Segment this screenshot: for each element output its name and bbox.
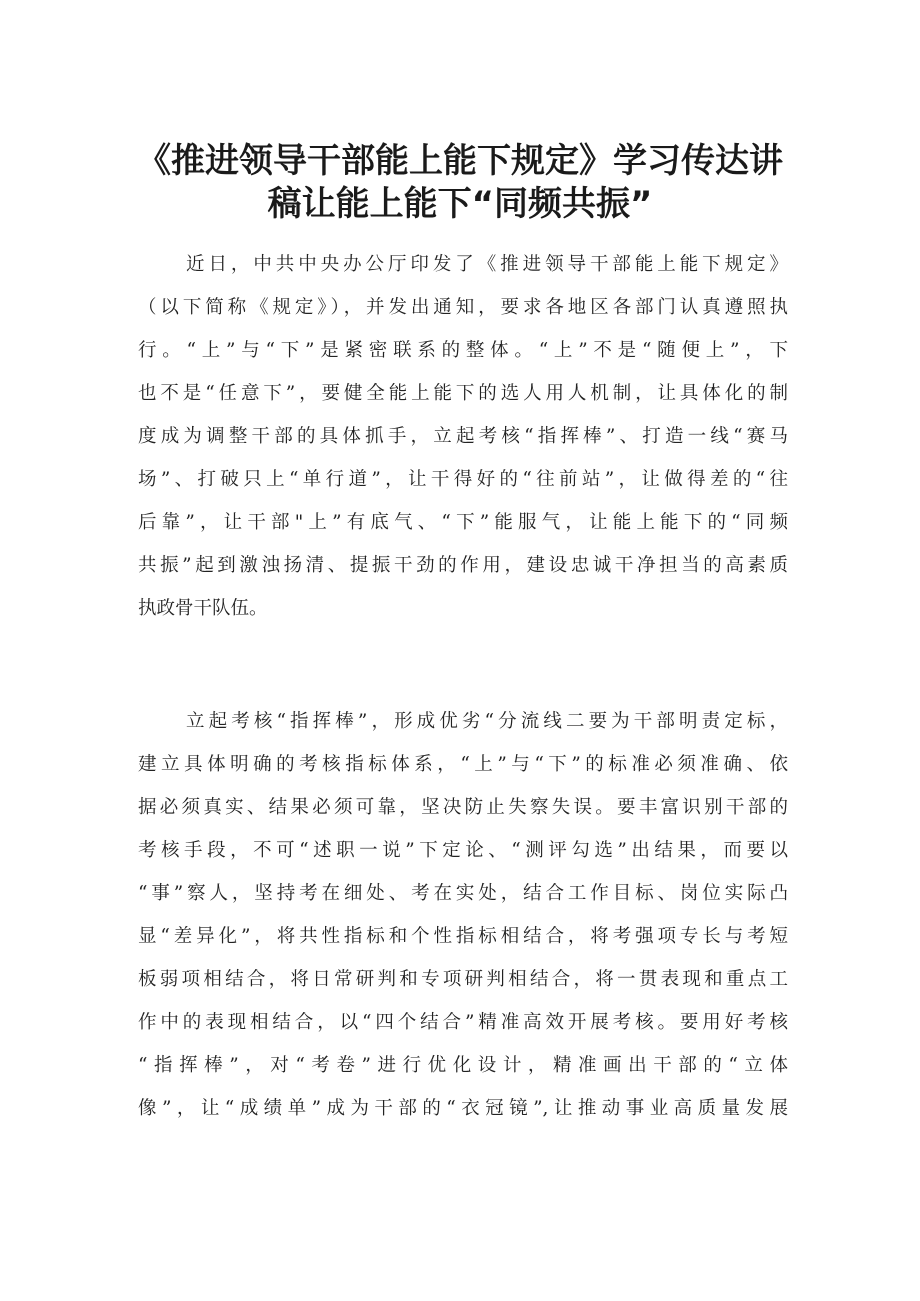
title-line: 稿让能上能下“同频共振”	[267, 184, 653, 224]
text-line: 行。“上”与“下”是紧密联系的整体。“上”不是“随便上”，下	[138, 340, 788, 361]
paragraph-2	[138, 700, 788, 1130]
text-line: 也不是“任意下”，要健全能上能下的选人用人机制，让具体化的制	[138, 383, 788, 404]
text-line: “事”察人，坚持考在细处、考在实处，结合工作目标、岗位实际凸	[138, 883, 788, 904]
text-line: 立起考核“指挥棒”，形成优劣“分流线二要为干部明责定标，	[186, 711, 788, 732]
document-title	[100, 140, 820, 226]
text-line: 考核手段，不可“述职一说”下定论、“测评勾选”出结果，而要以	[138, 840, 788, 861]
text-line: 近日，中共中央办公厅印发了《推进领导干部能上能下规定》	[186, 254, 788, 275]
text-line: 共振”起到激浊扬清、提振干劲的作用，建设忠诚干净担当的高素质	[138, 555, 788, 576]
text-line: （以下简称《规定》），并发出通知，要求各地区各部门认真遵照执	[138, 297, 788, 318]
text-line: 度成为调整干部的具体抓手，立起考核“指挥棒”、打造一线“赛马	[138, 426, 788, 447]
text-line: 据必须真实、结果必须可靠，坚决防止失察失误。要丰富识别干部的	[138, 797, 788, 818]
text-line: “指挥棒”，对“考卷”进行优化设计，精准画出干部的“立体	[138, 1055, 788, 1076]
paragraph-1	[138, 243, 788, 630]
text-line: 显“差异化”，将共性指标和个性指标相结合，将考强项专长与考短	[138, 926, 788, 947]
text-line: 建立具体明确的考核指标体系，“上”与“下”的标准必须准确、依	[138, 754, 788, 775]
title-line: 《推进领导干部能上能下规定》学习传达讲	[137, 141, 783, 181]
text-line: 板弱项相结合，将日常研判和专项研判相结合，将一贯表现和重点工	[138, 969, 788, 990]
text-line: 像”，让“成绩单”成为干部的“衣冠镜”,让推动事业高质量发展	[138, 1098, 788, 1119]
text-line: 执政骨干队伍。	[138, 598, 268, 619]
text-line: 后靠”，让干部"上”有底气、“下”能服气，让能上能下的“同频	[138, 512, 788, 533]
text-line: 场”、打破只上“单行道”，让干得好的“往前站”，让做得差的“往	[138, 469, 788, 490]
text-line: 作中的表现相结合，以“四个结合”精准高效开展考核。要用好考核	[138, 1012, 788, 1033]
